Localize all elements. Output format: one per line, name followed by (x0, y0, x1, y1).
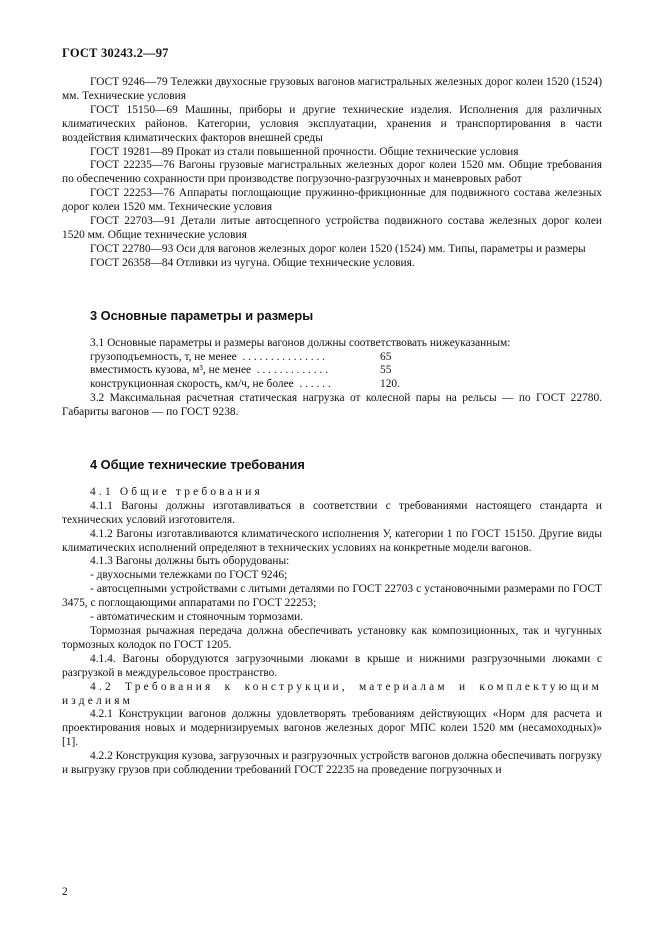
list-item-brakes: - автоматическим и стояночным тормозами. (90, 611, 304, 624)
paragraph-3-1: 3.1 Основные параметры и размеры вагонов должны соответствовать нижеуказанным: (90, 336, 511, 349)
parameter-value: 65 (380, 350, 392, 363)
document-header: ГОСТ 30243.2—97 (62, 46, 169, 60)
paragraph-4-1-2: 4.1.2 Вагоны изготавливаются климатического исполнения У, категории 1 по ГОСТ 15150. Другие виды климатических исполнений определяют в технических условиях на конкретные модели вагонов. (62, 527, 602, 554)
parameter-row (62, 378, 602, 392)
parameter-label: грузоподъемность, т, не менее . . . . . . . . . . . . . . . (90, 350, 326, 363)
reference-gost-22780: ГОСТ 22780—93 Оси для вагонов железных дорог колеи 1520 (1524) мм. Типы, параметры и размеры (90, 242, 586, 255)
parameter-label: вместимость кузова, м³, не менее . . . . . . . . . . . . . (90, 364, 328, 377)
list-item-couplers: - автосцепными устройствами с литыми деталями по ГОСТ 22703 с установочными размерами по ГОСТ 3475, с поглощающими аппаратами по ГОСТ 22253; (62, 583, 602, 610)
section-3-heading: 3 Основные параметры и размеры (90, 307, 314, 323)
paragraph-4-2-2: 4.2.2 Конструкция кузова, загрузочных и разгрузочных устройств вагонов должна обеспечивать погрузку и выгрузку грузов при соблюдении требований ГОСТ 22235 на проведение погрузочных и (62, 750, 602, 777)
reference-gost-9246: ГОСТ 9246—79 Тележки двухосные грузовых вагонов магистральных железных дорог колеи 1520 (1524) мм. Технические условия (62, 76, 602, 102)
reference-gost-19281: ГОСТ 19281—89 Прокат из стали повышенной прочности. Общие технические условия (90, 145, 519, 158)
page-number: 2 (62, 886, 68, 898)
paragraph-4-2-1: 4.2.1 Конструкции вагонов должны удовлетворять требованиям действующих «Норм для расчета и проектирования новых и модернизируемых вагонов железных дорог МПС колеи 1520 мм (несамоходных)» [1]. (62, 708, 602, 749)
page-content (62, 76, 602, 778)
paragraph-4-1-4: 4.1.4. Вагоны оборудуются загрузочными люками в крыше и нижними разгрузочными люками с разгрузкой в междурельсовое пространство. (62, 652, 602, 679)
reference-gost-22235: ГОСТ 22235—76 Вагоны грузовые магистральных железных дорог колеи 1520 мм. Общие требования по обеспечению сохранности при производстве погрузочно-разгрузочных и маневровых работ (62, 159, 602, 186)
parameter-row (62, 364, 602, 378)
reference-gost-22253: ГОСТ 22253—76 Аппараты поглощающие пружинно-фрикционные для подвижного состава железных дорог колеи 1520 мм. Технические условия (62, 187, 602, 214)
reference-gost-15150: ГОСТ 15150—69 Машины, приборы и другие технические изделия. Исполнения для различных климатических районов. Категории, условия эксплуатации, хранения и транспортирования в части воздействия климатических факторов внешней среды (62, 103, 602, 144)
paragraph-3-2: 3.2 Максимальная расчетная статическая нагрузка от колесной пары на рельсы — по ГОСТ 22780. Габариты вагонов — по ГОСТ 9238. (62, 392, 602, 419)
subsection-4-2-title: 4.2 Требования к конструкции, материалам и комплектующим изделиям (62, 680, 602, 707)
subsection-4-1-title: 4.1 Общие требования (90, 485, 263, 498)
paragraph-4-1-1: 4.1.1 Вагоны должны изготавливаться в соответствии с требованиями настоящего стандарта и технических условий изготовителя. (62, 499, 602, 526)
paragraph-brake-rigging: Тормозная рычажная передача должна обеспечивать установку как композиционных, так и чугунных тормозных колодок по ГОСТ 1205. (62, 625, 602, 651)
parameter-value: 55 (380, 364, 392, 377)
reference-gost-26358: ГОСТ 26358—84 Отливки из чугуна. Общие технические условия. (90, 256, 415, 269)
parameter-row (62, 351, 602, 365)
paragraph-4-1-3: 4.1.3 Вагоны должны быть оборудованы: (90, 555, 290, 568)
parameter-label: конструкционная скорость, км/ч, не более . . . . . . (90, 378, 331, 391)
reference-gost-22703: ГОСТ 22703—91 Детали литые автосцепного устройства подвижного состава железных дорог колеи 1520 мм. Общие технические условия (62, 215, 602, 241)
section-4-heading: 4 Общие технические требования (90, 457, 305, 473)
list-item-bogies: - двухосными тележками по ГОСТ 9246; (90, 569, 288, 582)
parameters-list (62, 351, 602, 393)
parameter-value: 120. (380, 378, 400, 391)
